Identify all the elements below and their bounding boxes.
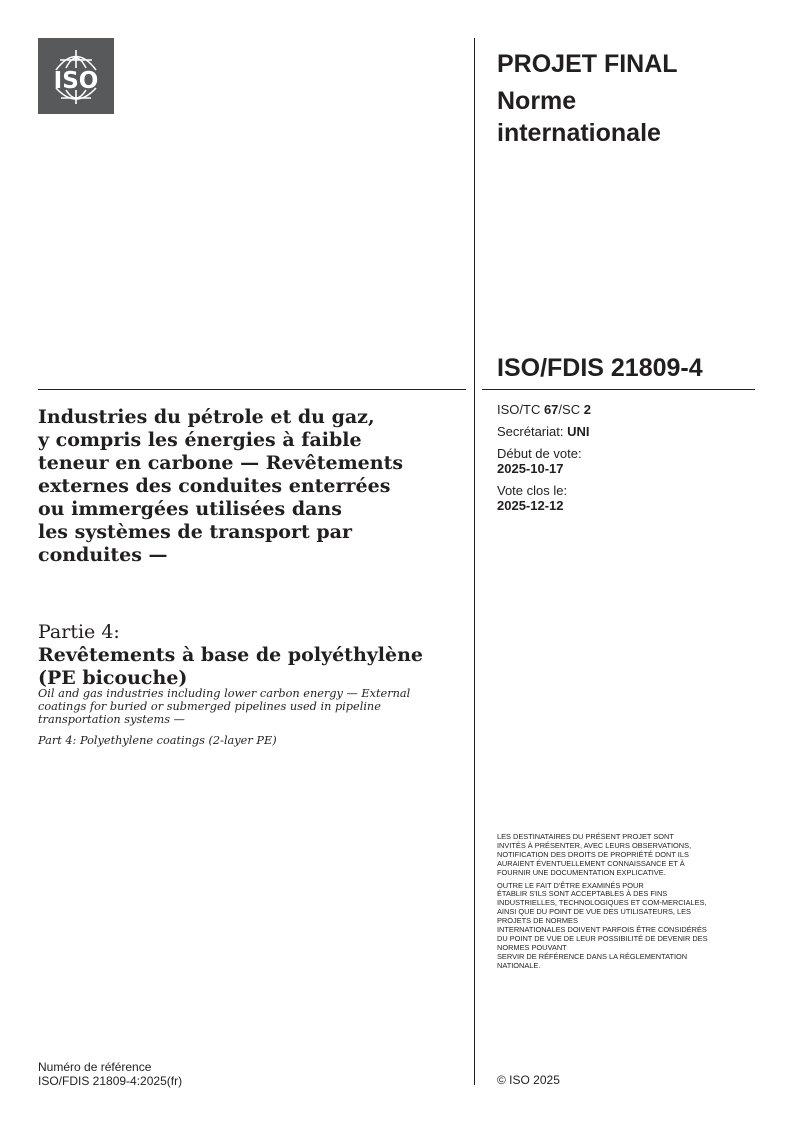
vote-start: Début de vote: 2025-10-17 xyxy=(497,446,582,476)
english-part-title: Part 4: Polyethylene coatings (2-layer PE) xyxy=(38,734,277,747)
svg-text:ISO: ISO xyxy=(53,68,99,94)
document-title: Industries du pétrole et du gaz, y compris les énergies à faible teneur en carbone — Revêtements externes des conduites enterrées ou immergées utilisées dans les systèmes de transport par conduites — xyxy=(38,406,404,566)
part-title xyxy=(38,621,423,690)
iso-logo xyxy=(38,38,114,114)
copyright: © ISO 2025 xyxy=(497,1073,560,1087)
secretariat: Secrétariat: UNI xyxy=(497,424,590,439)
reference-number xyxy=(38,1060,182,1088)
part-label: Partie 4: xyxy=(38,621,120,643)
document-meta xyxy=(497,402,591,520)
document-number: ISO/FDIS 21809-4 xyxy=(497,354,703,382)
part-title-line: Revêtements à base de polyéthylène xyxy=(38,644,424,666)
horizontal-divider-left xyxy=(38,389,466,390)
reference-value: ISO/FDIS 21809-4:2025(fr) xyxy=(38,1074,183,1088)
header-norme: Norme xyxy=(497,87,577,115)
vote-end: Vote clos le: 2025-12-12 xyxy=(497,483,568,513)
part-title-line: (PE bicouche) xyxy=(38,667,188,689)
horizontal-divider-right xyxy=(482,389,755,390)
vertical-divider xyxy=(474,38,475,1085)
disclaimer: LES DESTINATAIRES DU PRÉSENT PROJET SONT INVITÉS À PRÉSENTER, AVEC LEURS OBSERVATIONS, NOTIFICATION DES DROITS DE PROPRIÉTÉ DONT ILS AURAIENT ÉVENTUELLEMENT CONNAISSANCE ET À FOURNIR UNE DOCUMENTATION EXPLICATIVE. OUTRE LE FAIT D'ÊTRE EXAMINÉS POUR ÉTABLIR S'ILS SONT ACCEPTABLES À DES FINS INDUSTRIELLES, TECHNOLOGIQUES ET COM-MERCIALES, AINSI QUE DU POINT DE VUE DES UTILISATEURS, LES PROJETS DE NORMES INTERNATIONALES DOIVENT PARFOIS ÊTRE CONSIDÉRÉS DU POINT DE VUE DE LEUR POSSIBILITÉ DE DEVENIR DES NORMES POUVANT SERVIR DE RÉFÉRENCE DANS LA RÉGLEMENTATION NATIONALE. xyxy=(497,832,708,970)
english-title: Oil and gas industries including lower carbon energy — External coatings for buried or submerged pipelines used in pipeline transportation systems — Part 4: Polyethylene coatings (2-layer PE) xyxy=(38,687,458,747)
header-projet-final: PROJET FINAL xyxy=(497,50,678,78)
reference-label: Numéro de référence xyxy=(38,1060,152,1074)
committee: ISO/TC 67/SC 2 xyxy=(497,402,591,417)
header-internationale: internationale xyxy=(497,119,661,147)
